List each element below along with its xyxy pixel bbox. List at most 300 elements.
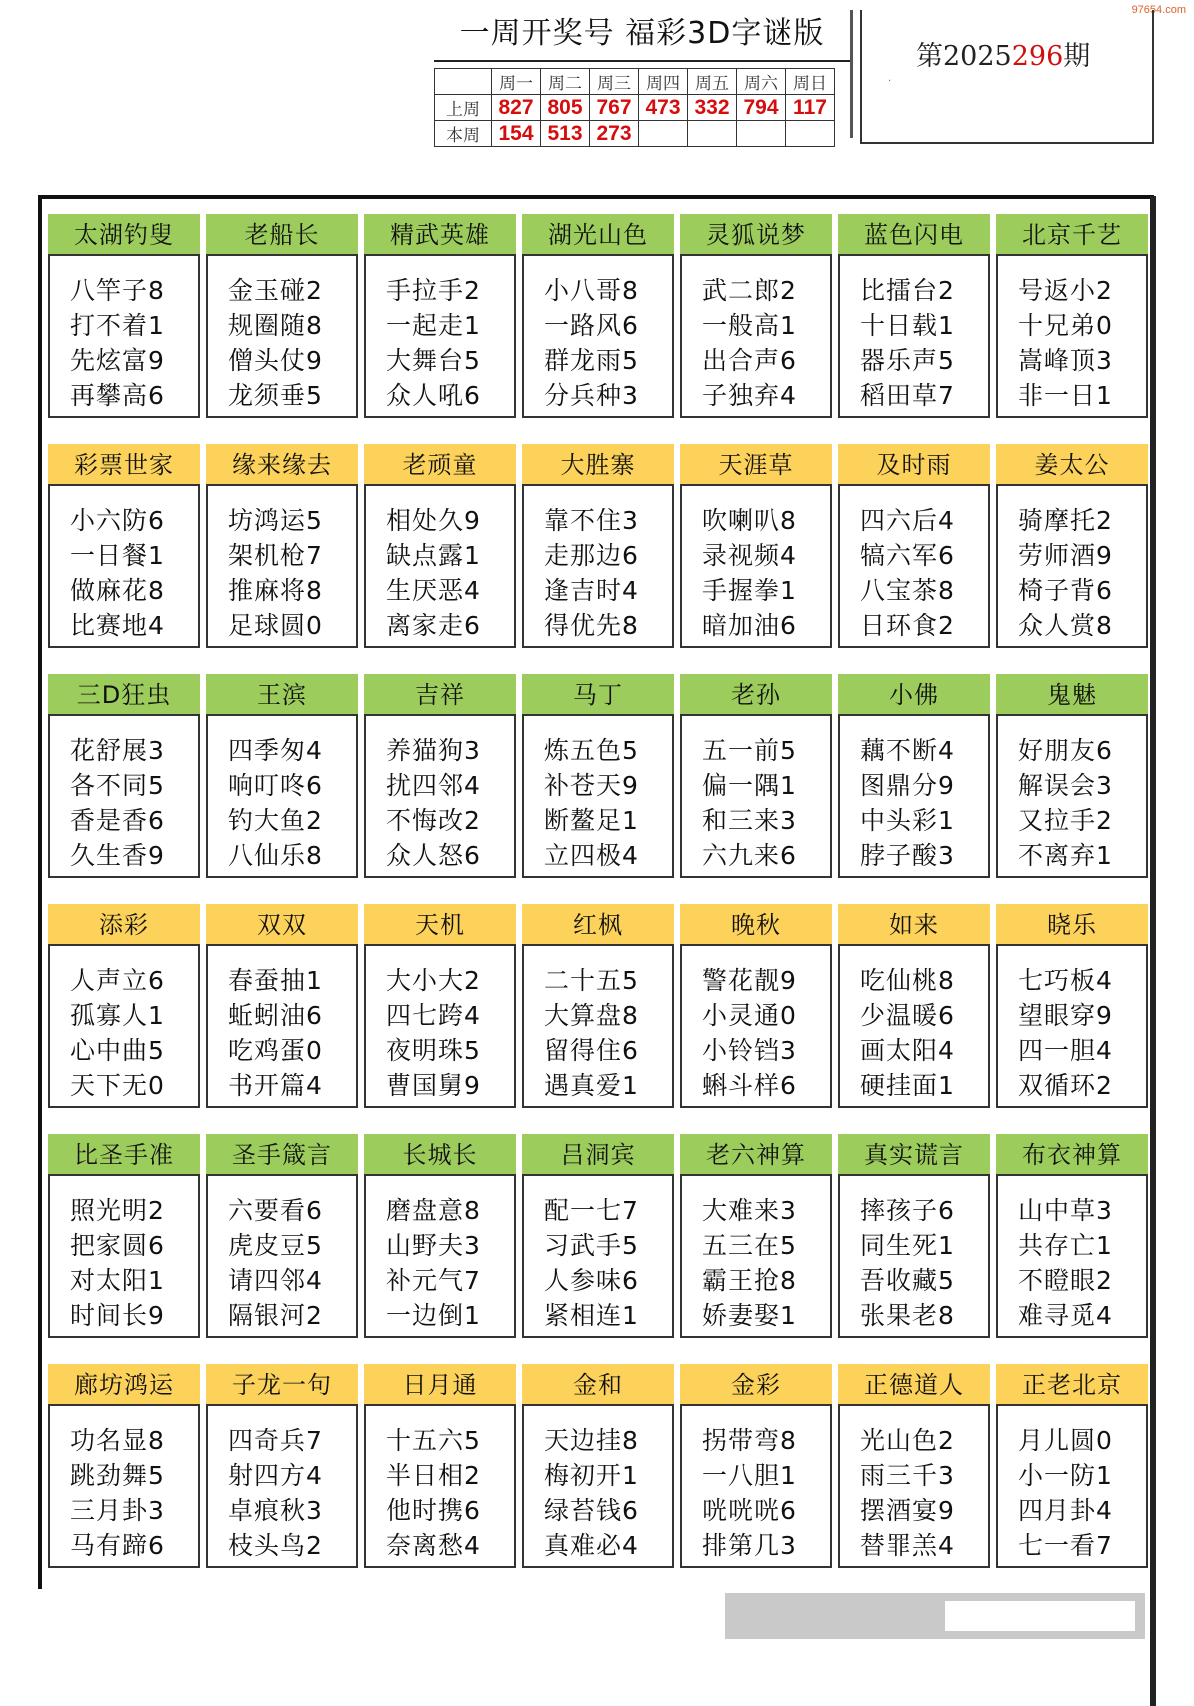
riddle-card xyxy=(680,1134,834,1340)
riddle-lines xyxy=(998,273,1113,413)
riddle-line: 蚯蚓油6 xyxy=(228,1001,323,1030)
card-body xyxy=(206,1174,358,1338)
card-body xyxy=(996,1404,1148,1568)
card-body xyxy=(48,254,200,418)
card-title: 老六神算 xyxy=(680,1134,832,1176)
riddle-line: 拐带弯8 xyxy=(702,1426,797,1455)
card-title: 红枫 xyxy=(522,904,674,946)
riddle-line: 卓痕秋3 xyxy=(228,1496,323,1525)
card-title: 老孙 xyxy=(680,674,832,716)
draw-number: 794 xyxy=(737,95,786,121)
card-title: 三D狂虫 xyxy=(48,674,200,716)
riddle-line: 一路风6 xyxy=(544,311,639,340)
riddle-line: 扰四邻4 xyxy=(386,771,481,800)
card-body xyxy=(48,484,200,648)
riddle-lines xyxy=(208,733,323,873)
riddle-line: 夜明珠5 xyxy=(386,1036,481,1065)
draw-number xyxy=(786,121,835,147)
riddle-line: 八竿子8 xyxy=(70,276,165,305)
riddle-line: 小六防6 xyxy=(70,506,165,535)
riddle-card xyxy=(206,214,360,420)
riddle-line: 硬挂面1 xyxy=(860,1071,955,1100)
card-body xyxy=(680,1404,832,1568)
riddle-line: 做麻花8 xyxy=(70,576,165,605)
riddle-line: 绿苔钱6 xyxy=(544,1496,639,1525)
riddle-lines xyxy=(50,963,165,1103)
riddle-line: 一般高1 xyxy=(702,311,797,340)
riddle-line: 众人赏8 xyxy=(1018,611,1113,640)
riddle-line: 望眼穿9 xyxy=(1018,1001,1113,1030)
riddle-line: 七巧板4 xyxy=(1018,966,1113,995)
riddle-line: 四奇兵7 xyxy=(228,1426,323,1455)
riddle-line: 解误会3 xyxy=(1018,771,1113,800)
card-body xyxy=(680,254,832,418)
card-title: 蓝色闪电 xyxy=(838,214,990,256)
riddle-line: 断鳌足1 xyxy=(544,806,639,835)
card-body xyxy=(48,714,200,878)
riddle-line: 日环食2 xyxy=(860,611,955,640)
riddle-line: 光山色2 xyxy=(860,1426,955,1455)
card-body xyxy=(680,714,832,878)
riddle-line: 习武手5 xyxy=(544,1231,639,1260)
riddle-line: 坊鸿运5 xyxy=(228,506,323,535)
riddle-line: 二十五5 xyxy=(544,966,639,995)
riddle-line: 不离弃1 xyxy=(1018,841,1113,870)
riddle-line: 推麻将8 xyxy=(228,576,323,605)
card-title: 如来 xyxy=(838,904,990,946)
riddle-line: 又拉手2 xyxy=(1018,806,1113,835)
riddle-line: 脖子酸3 xyxy=(860,841,955,870)
card-title: 及时雨 xyxy=(838,444,990,486)
card-body xyxy=(48,1174,200,1338)
riddle-line: 八宝茶8 xyxy=(860,576,955,605)
riddle-lines xyxy=(840,273,955,413)
riddle-line: 小铃铛3 xyxy=(702,1036,797,1065)
issue-prefix: 第2025 xyxy=(916,41,1012,72)
riddle-line: 十日载1 xyxy=(860,311,955,340)
riddle-card xyxy=(48,674,202,880)
card-body xyxy=(206,254,358,418)
riddle-line: 隔银河2 xyxy=(228,1301,323,1330)
riddle-line: 四月卦4 xyxy=(1018,1496,1113,1525)
riddle-card xyxy=(680,444,834,650)
riddle-lines xyxy=(50,1193,165,1333)
card-body xyxy=(680,944,832,1108)
card-title: 天机 xyxy=(364,904,516,946)
riddle-line: 六九来6 xyxy=(702,841,797,870)
riddle-lines xyxy=(840,963,955,1103)
card-body xyxy=(522,714,674,878)
riddle-line: 比赛地4 xyxy=(70,611,165,640)
riddle-lines xyxy=(524,1193,639,1333)
riddle-line: 书开篇4 xyxy=(228,1071,323,1100)
riddle-card xyxy=(206,1364,360,1570)
riddle-lines xyxy=(208,963,323,1103)
card-title: 老船长 xyxy=(206,214,358,256)
riddle-line: 器乐声5 xyxy=(860,346,955,375)
riddle-card xyxy=(364,1134,518,1340)
card-body xyxy=(838,484,990,648)
riddle-line: 心中曲5 xyxy=(70,1036,165,1065)
card-title: 马丁 xyxy=(522,674,674,716)
riddle-card xyxy=(364,674,518,880)
card-body xyxy=(838,944,990,1108)
riddle-line: 八仙乐8 xyxy=(228,841,323,870)
riddle-lines xyxy=(682,273,797,413)
riddle-line: 五三在5 xyxy=(702,1231,797,1260)
corner-cell xyxy=(435,69,492,95)
riddle-line: 众人吼6 xyxy=(386,381,481,410)
riddle-card xyxy=(206,444,360,650)
riddle-lines xyxy=(998,733,1113,873)
riddle-line: 虎皮豆5 xyxy=(228,1231,323,1260)
riddle-line: 众人怒6 xyxy=(386,841,481,870)
weekly-draw-panel xyxy=(434,8,850,146)
riddle-lines xyxy=(682,1423,797,1563)
card-title: 灵狐说梦 xyxy=(680,214,832,256)
riddle-line: 分兵种3 xyxy=(544,381,639,410)
riddle-lines xyxy=(208,1193,323,1333)
riddle-line: 靠不住3 xyxy=(544,506,639,535)
riddle-line: 稻田草7 xyxy=(860,381,955,410)
riddle-card xyxy=(680,1364,834,1570)
card-body xyxy=(522,944,674,1108)
card-body xyxy=(522,484,674,648)
riddle-line: 摆酒宴9 xyxy=(860,1496,955,1525)
riddle-line: 暗加油6 xyxy=(702,611,797,640)
draw-number: 827 xyxy=(492,95,541,121)
riddle-lines xyxy=(208,273,323,413)
riddle-lines xyxy=(524,273,639,413)
card-title: 子龙一句 xyxy=(206,1364,358,1406)
draw-number xyxy=(639,121,688,147)
issue-number xyxy=(916,34,1090,73)
riddle-line: 图鼎分9 xyxy=(860,771,955,800)
riddle-line: 再攀高6 xyxy=(70,381,165,410)
card-body xyxy=(838,254,990,418)
draw-number: 117 xyxy=(786,95,835,121)
riddle-line: 摔孩子6 xyxy=(860,1196,955,1225)
riddle-lines xyxy=(998,963,1113,1103)
riddle-card xyxy=(680,904,834,1110)
riddle-card xyxy=(522,674,676,880)
riddle-line: 立四极4 xyxy=(544,841,639,870)
riddle-line: 各不同5 xyxy=(70,771,165,800)
riddle-lines xyxy=(366,273,481,413)
riddle-line: 大舞台5 xyxy=(386,346,481,375)
riddle-line: 天边挂8 xyxy=(544,1426,639,1455)
riddle-line: 花舒展3 xyxy=(70,736,165,765)
riddle-lines xyxy=(366,963,481,1103)
riddle-card xyxy=(838,214,992,420)
card-title: 北京千艺 xyxy=(996,214,1148,256)
riddle-line: 十兄弟0 xyxy=(1018,311,1113,340)
riddle-line: 僧头仗9 xyxy=(228,346,323,375)
riddle-lines xyxy=(840,1193,955,1333)
riddle-line: 出合声6 xyxy=(702,346,797,375)
card-body xyxy=(522,254,674,418)
riddle-lines xyxy=(998,1193,1113,1333)
riddle-card xyxy=(996,674,1150,880)
riddle-line: 张果老8 xyxy=(860,1301,955,1330)
riddle-card xyxy=(364,1364,518,1570)
day-label: 周五 xyxy=(688,69,737,95)
page-title: 一周开奖号 福彩3D字谜版 xyxy=(434,8,850,62)
riddle-line: 警花靓9 xyxy=(702,966,797,995)
riddle-line: 共存亡1 xyxy=(1018,1231,1113,1260)
riddle-line: 和三来3 xyxy=(702,806,797,835)
card-title: 天涯草 xyxy=(680,444,832,486)
riddle-line: 手拉手2 xyxy=(386,276,481,305)
riddle-line: 骑摩托2 xyxy=(1018,506,1113,535)
riddle-line: 配一七7 xyxy=(544,1196,639,1225)
card-body xyxy=(838,714,990,878)
riddle-line: 天下无0 xyxy=(70,1071,165,1100)
riddle-line: 龙须垂5 xyxy=(228,381,323,410)
card-body xyxy=(838,1174,990,1338)
riddle-card xyxy=(522,1134,676,1340)
riddle-line: 走那边6 xyxy=(544,541,639,570)
issue-panel xyxy=(860,10,1154,144)
riddle-line: 人声立6 xyxy=(70,966,165,995)
draw-number xyxy=(737,121,786,147)
riddle-lines xyxy=(524,1423,639,1563)
riddle-line: 月儿圆0 xyxy=(1018,1426,1113,1455)
riddle-line: 号返小2 xyxy=(1018,276,1113,305)
riddle-card xyxy=(996,444,1150,650)
riddle-line: 久生香9 xyxy=(70,841,165,870)
riddle-line: 嵩峰顶3 xyxy=(1018,346,1113,375)
riddle-lines xyxy=(998,1423,1113,1563)
riddle-line: 群龙雨5 xyxy=(544,346,639,375)
riddle-line: 养猫狗3 xyxy=(386,736,481,765)
card-body xyxy=(206,484,358,648)
riddle-line: 奈离愁4 xyxy=(386,1531,481,1560)
riddle-card xyxy=(680,674,834,880)
riddle-line: 排第几3 xyxy=(702,1531,797,1560)
riddle-line: 大小大2 xyxy=(386,966,481,995)
riddle-line: 香是香6 xyxy=(70,806,165,835)
watermark-text: 97654.com xyxy=(1131,4,1186,16)
weekly-draw-table xyxy=(434,68,835,147)
day-header-row xyxy=(435,69,835,95)
riddle-line: 一起走1 xyxy=(386,311,481,340)
card-title: 湖光山色 xyxy=(522,214,674,256)
card-body xyxy=(364,484,516,648)
riddle-line: 四季匆4 xyxy=(228,736,323,765)
riddle-card xyxy=(522,444,676,650)
draw-number: 154 xyxy=(492,121,541,147)
riddle-line: 少温暖6 xyxy=(860,1001,955,1030)
riddle-card xyxy=(838,904,992,1110)
riddle-line: 手握拳1 xyxy=(702,576,797,605)
riddle-card xyxy=(522,1364,676,1570)
riddle-line: 逢吉时4 xyxy=(544,576,639,605)
riddle-line: 十五六5 xyxy=(386,1426,481,1455)
riddle-line: 吃鸡蛋0 xyxy=(228,1036,323,1065)
card-body xyxy=(206,714,358,878)
riddle-lines xyxy=(208,503,323,643)
card-body xyxy=(206,1404,358,1568)
card-body xyxy=(996,714,1148,878)
riddle-line: 四六后4 xyxy=(860,506,955,535)
riddle-line: 四一胆4 xyxy=(1018,1036,1113,1065)
riddle-line: 曹国舅9 xyxy=(386,1071,481,1100)
card-title: 真实谎言 xyxy=(838,1134,990,1176)
riddle-line: 架机枪7 xyxy=(228,541,323,570)
riddle-line: 蝌斗样6 xyxy=(702,1071,797,1100)
riddle-line: 雨三千3 xyxy=(860,1461,955,1490)
riddle-card xyxy=(364,444,518,650)
riddle-line: 不悔改2 xyxy=(386,806,481,835)
card-body xyxy=(364,714,516,878)
riddle-line: 留得住6 xyxy=(544,1036,639,1065)
riddle-lines xyxy=(524,963,639,1103)
riddle-line: 同生死1 xyxy=(860,1231,955,1260)
riddle-line: 功名显8 xyxy=(70,1426,165,1455)
riddle-line: 对太阳1 xyxy=(70,1266,165,1295)
card-title: 布衣神算 xyxy=(996,1134,1148,1176)
draw-number xyxy=(688,121,737,147)
card-body xyxy=(364,944,516,1108)
card-title: 吉祥 xyxy=(364,674,516,716)
riddle-line: 大算盘8 xyxy=(544,1001,639,1030)
card-body xyxy=(996,1174,1148,1338)
riddle-line: 子独弃4 xyxy=(702,381,797,410)
card-title: 彩票世家 xyxy=(48,444,200,486)
day-label: 周六 xyxy=(737,69,786,95)
riddle-line: 吹喇叭8 xyxy=(702,506,797,535)
riddle-line: 一边倒1 xyxy=(386,1301,481,1330)
riddle-lines xyxy=(366,1423,481,1563)
riddle-card xyxy=(838,444,992,650)
card-title: 正老北京 xyxy=(996,1364,1148,1406)
card-body xyxy=(48,1404,200,1568)
riddle-lines xyxy=(50,733,165,873)
card-body xyxy=(364,254,516,418)
card-title: 精武英雄 xyxy=(364,214,516,256)
card-title: 太湖钓叟 xyxy=(48,214,200,256)
riddle-line: 难寻觅4 xyxy=(1018,1301,1113,1330)
card-body xyxy=(680,1174,832,1338)
riddle-line: 藕不断4 xyxy=(860,736,955,765)
riddle-line: 枝头鸟2 xyxy=(228,1531,323,1560)
card-title: 圣手箴言 xyxy=(206,1134,358,1176)
card-body xyxy=(838,1404,990,1568)
riddle-line: 小灵通0 xyxy=(702,1001,797,1030)
day-label: 周二 xyxy=(541,69,590,95)
riddle-line: 小一防1 xyxy=(1018,1461,1113,1490)
card-title: 晚秋 xyxy=(680,904,832,946)
riddle-card xyxy=(522,214,676,420)
card-body xyxy=(522,1404,674,1568)
riddle-line: 生厌恶4 xyxy=(386,576,481,605)
riddle-lines xyxy=(366,503,481,643)
riddle-line: 非一日1 xyxy=(1018,381,1113,410)
riddle-line: 射四方4 xyxy=(228,1461,323,1490)
riddle-card xyxy=(206,904,360,1110)
riddle-line: 双循环2 xyxy=(1018,1071,1113,1100)
this-week-label: 本周 xyxy=(435,121,492,147)
riddle-card xyxy=(364,214,518,420)
card-body xyxy=(48,944,200,1108)
riddle-lines xyxy=(50,1423,165,1563)
riddle-card xyxy=(48,904,202,1110)
riddle-line: 比擂台2 xyxy=(860,276,955,305)
riddle-line: 录视频4 xyxy=(702,541,797,570)
riddle-card xyxy=(48,444,202,650)
riddle-card xyxy=(680,214,834,420)
riddle-line: 时间长9 xyxy=(70,1301,165,1330)
riddle-line: 娇妻娶1 xyxy=(702,1301,797,1330)
riddle-line: 大难来3 xyxy=(702,1196,797,1225)
riddle-card xyxy=(48,1134,202,1340)
card-title: 吕洞宾 xyxy=(522,1134,674,1176)
card-body xyxy=(364,1404,516,1568)
card-title: 长城长 xyxy=(364,1134,516,1176)
riddle-line: 替罪羔4 xyxy=(860,1531,955,1560)
card-body xyxy=(522,1174,674,1338)
riddle-lines xyxy=(50,503,165,643)
riddle-line: 相处久9 xyxy=(386,506,481,535)
card-title: 日月通 xyxy=(364,1364,516,1406)
riddle-line: 紧相连1 xyxy=(544,1301,639,1330)
last-week-row xyxy=(435,95,835,121)
riddle-line: 人参味6 xyxy=(544,1266,639,1295)
draw-number: 767 xyxy=(590,95,639,121)
day-label: 周四 xyxy=(639,69,688,95)
card-title: 金彩 xyxy=(680,1364,832,1406)
riddle-line: 得优先8 xyxy=(544,611,639,640)
riddle-line: 椅子背6 xyxy=(1018,576,1113,605)
card-title: 老顽童 xyxy=(364,444,516,486)
this-week-row xyxy=(435,121,835,147)
riddle-line: 钓大鱼2 xyxy=(228,806,323,835)
riddle-lines xyxy=(524,503,639,643)
dot-mark: · xyxy=(888,76,892,87)
card-title: 双双 xyxy=(206,904,358,946)
riddle-line: 照光明2 xyxy=(70,1196,165,1225)
day-label: 周日 xyxy=(786,69,835,95)
riddle-line: 春蚕抽1 xyxy=(228,966,323,995)
card-body xyxy=(364,1174,516,1338)
riddle-line: 金玉碰2 xyxy=(228,276,323,305)
riddle-line: 山野夫3 xyxy=(386,1231,481,1260)
riddle-line: 缺点露1 xyxy=(386,541,481,570)
draw-number: 805 xyxy=(541,95,590,121)
card-body xyxy=(996,944,1148,1108)
riddle-card xyxy=(838,674,992,880)
riddle-lines xyxy=(50,273,165,413)
day-label: 周一 xyxy=(492,69,541,95)
riddle-lines xyxy=(208,1423,323,1563)
riddle-line: 半日相2 xyxy=(386,1461,481,1490)
riddle-line: 真难必4 xyxy=(544,1531,639,1560)
draw-number: 513 xyxy=(541,121,590,147)
header-divider xyxy=(850,10,853,138)
riddle-line: 中头彩1 xyxy=(860,806,955,835)
riddle-line: 六要看6 xyxy=(228,1196,323,1225)
riddle-lines xyxy=(682,963,797,1103)
riddle-lines xyxy=(366,733,481,873)
riddle-line: 吃仙桃8 xyxy=(860,966,955,995)
riddle-line: 补元气7 xyxy=(386,1266,481,1295)
riddle-line: 劳师酒9 xyxy=(1018,541,1113,570)
riddle-card xyxy=(206,1134,360,1340)
riddle-card xyxy=(838,1134,992,1340)
riddle-line: 遇真爱1 xyxy=(544,1071,639,1100)
riddle-line: 马有蹄6 xyxy=(70,1531,165,1560)
